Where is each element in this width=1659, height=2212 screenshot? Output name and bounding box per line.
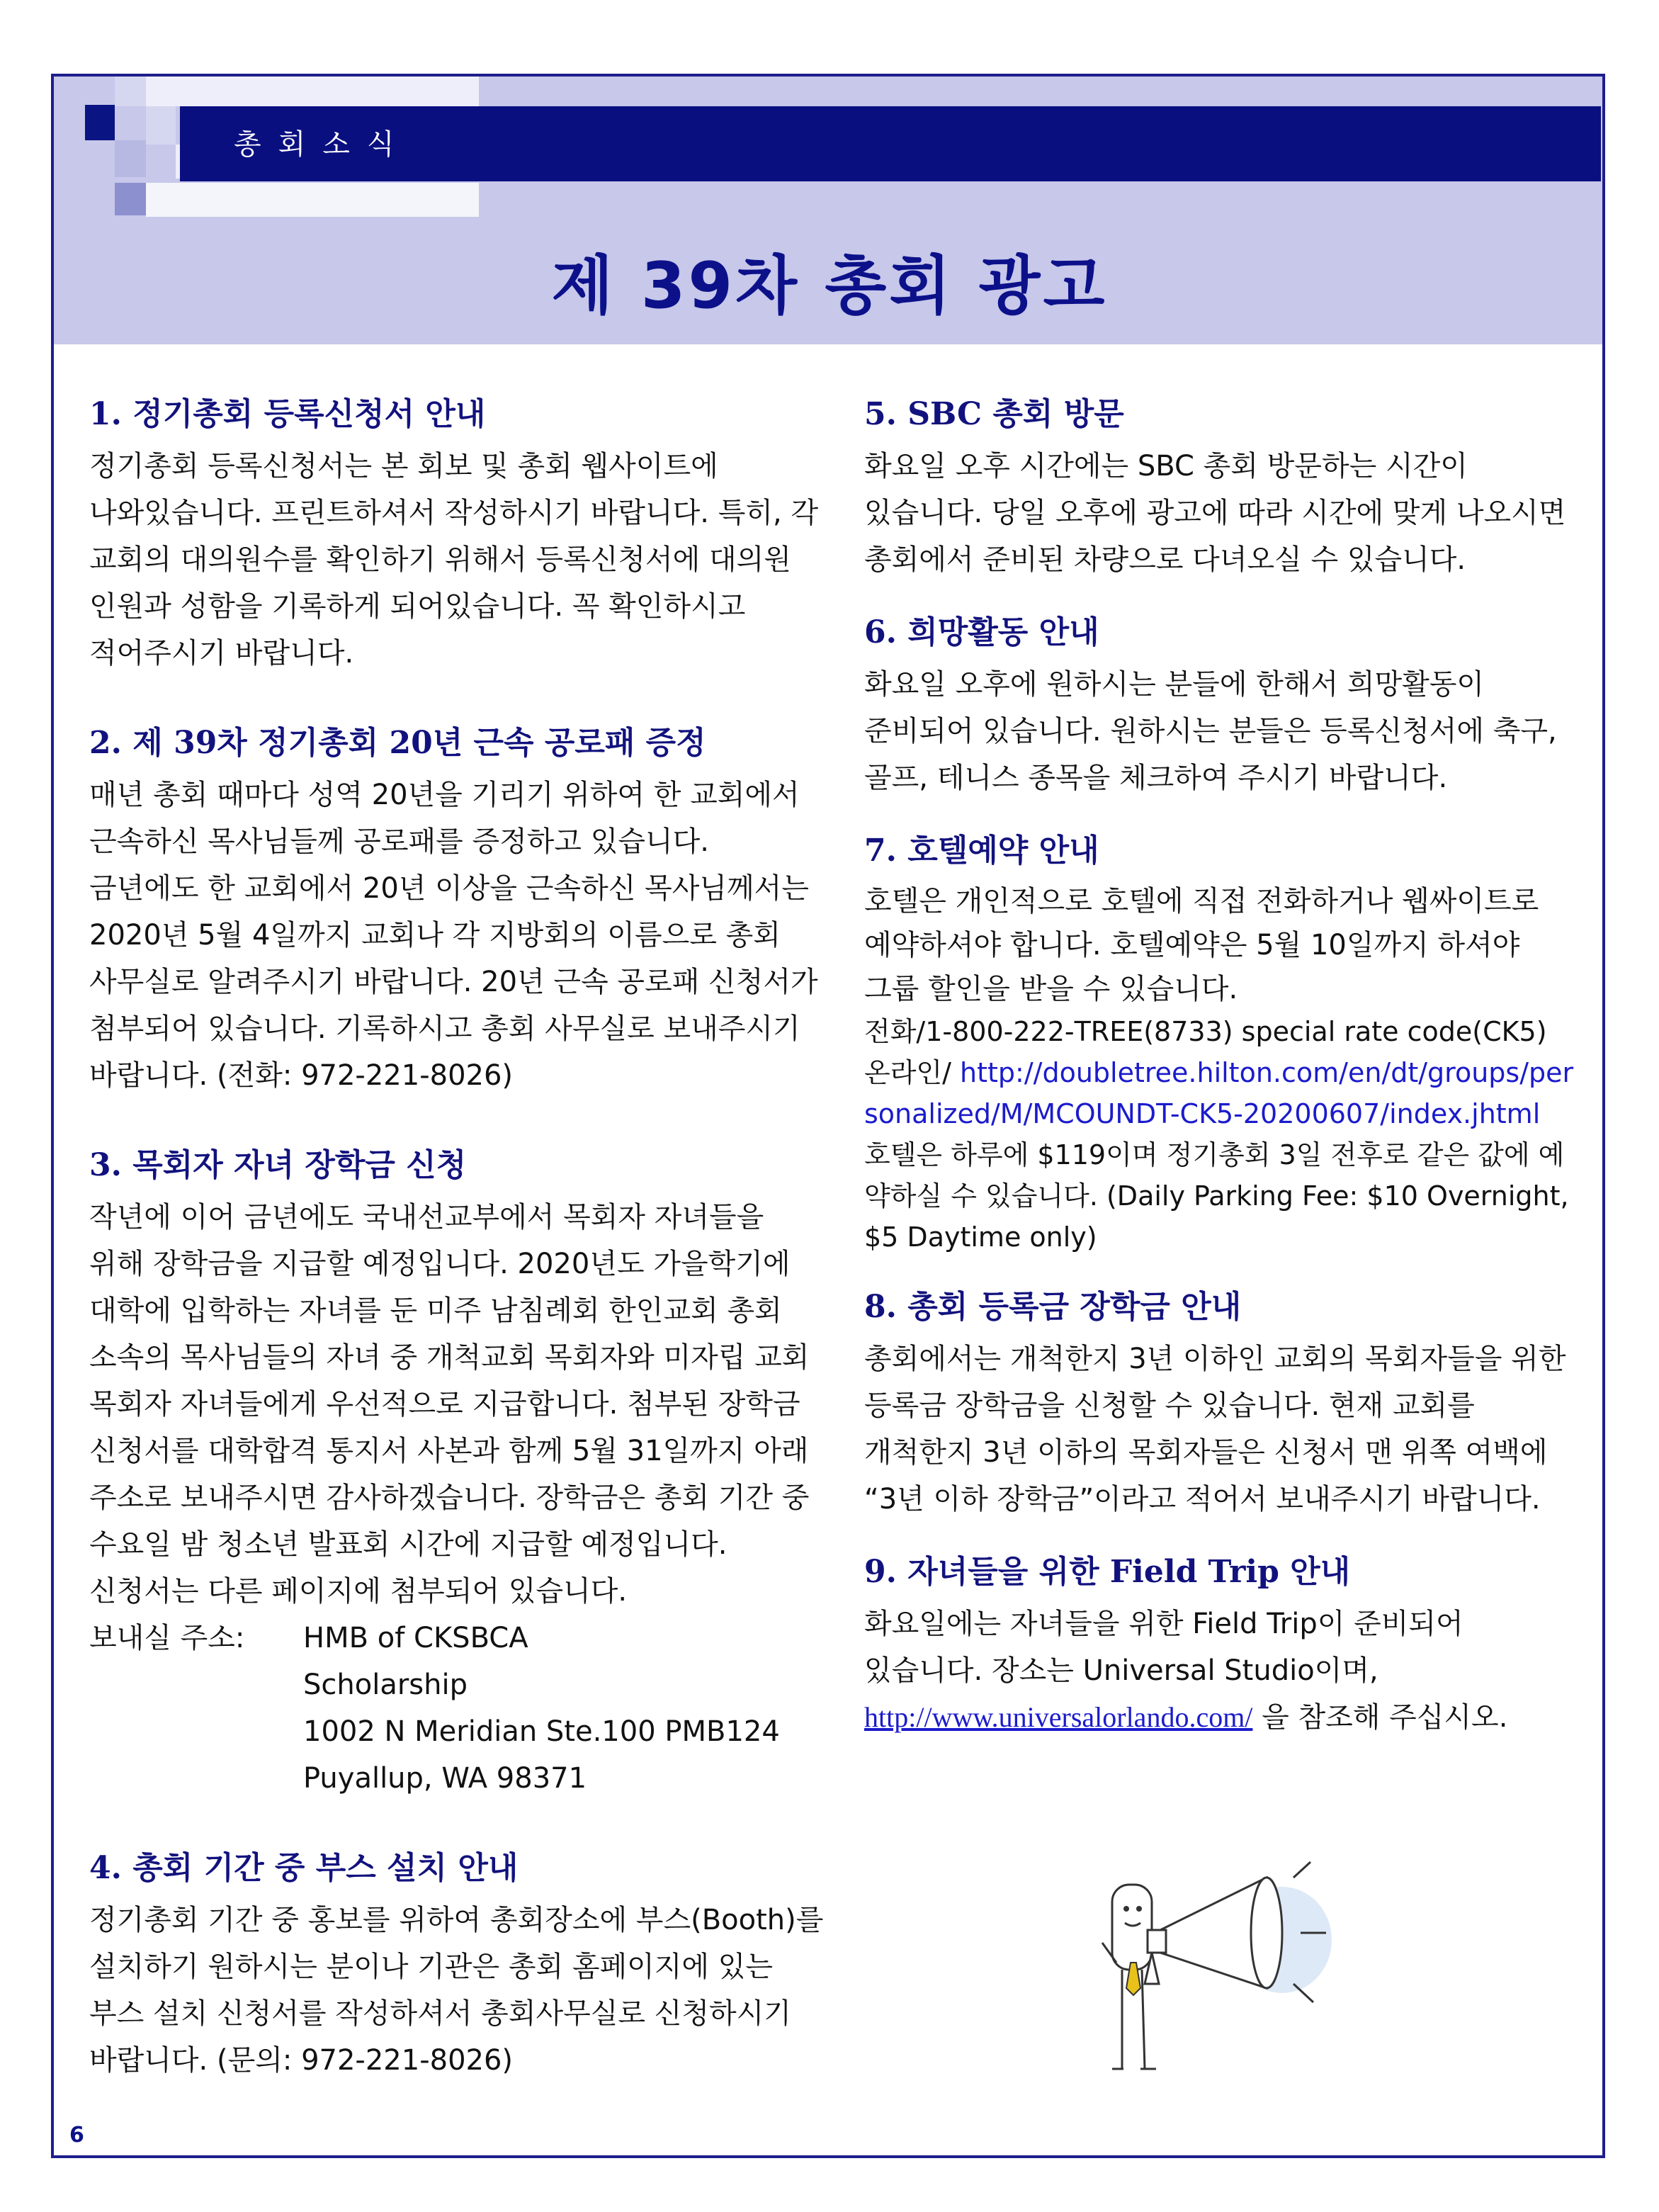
notice-body: 호텔은 개인적으로 호텔에 직접 전화하거나 웹싸이트로 예약하셔야 합니다. 호텔예약은 5월 10일까지 하셔야 그룹 할인을 받을 수 있습니다. <box>864 885 1539 1005</box>
left-column <box>89 393 826 2129</box>
notice-body: 정기총회 등록신청서는 본 회보 및 총회 웹사이트에 나와있습니다. 프린트하셔서 작성하시기 바랍니다. 특히, 각 교회의 대의원수를 확인하기 위해서 등록신청서에 대의원 인원과 성함을 기록하게 되어있습니다. 꼭 확인하시고 적어주시기 바랍니다. <box>89 450 819 670</box>
notice-item-6 <box>864 611 1580 801</box>
hotel-price-note: 호텔은 하루에 $119이며 정기총회 3일 전후로 같은 값에 예약하실 수 있습니다. (Daily Parking Fee: $10 Overnight, $5 Daytime only) <box>864 1139 1569 1253</box>
mailing-address <box>89 1615 826 1802</box>
section-label: 총회소식 <box>234 128 412 161</box>
notice-item-3 <box>89 1144 826 1802</box>
notice-item-2 <box>89 722 826 1099</box>
notice-title: 2. 제 39차 정기총회 20년 근속 공로패 증정 <box>89 725 706 761</box>
notice-title: 9. 자녀들을 위한 Field Trip 안내 <box>864 1554 1351 1590</box>
field-trip-text-after: 을 참조해 주십시오. <box>1262 1701 1508 1734</box>
notice-body: 화요일 오후에 원하시는 분들에 한해서 희망활동이 준비되어 있습니다. 원하시는 분들은 등록신청서에 축구, 골프, 테니스 종목을 체크하여 주시기 바랍니다. <box>864 668 1557 794</box>
notice-body: 작년에 이어 금년에도 국내선교부에서 목회자 자녀들을 위해 장학금을 지급할 예정입니다. 2020년도 가을학기에 대학에 입학하는 자녀를 둔 미주 남침례회 한인교회 총회 소속의 목사님들의 자녀 중 개척교회 목회자와 미자립 교회 목회자 자녀들에게 우선적으로 지급합니다. 첨부된 장학금 신청서를 대학합격 통지서 사본과 함께 5월 31일까지 아래 주소로 보내주시면 감사하겠습니다. 장학금은 총회 기간 중 수요일 밤 청소년 발표회 시간에 지급할 예정입니다. 신청서는 다른 페이지에 첨부되어 있습니다. <box>89 1201 810 1608</box>
address-lines <box>303 1615 780 1802</box>
notice-item-7 <box>864 830 1580 1258</box>
notice-body <box>864 1601 1580 1741</box>
hotel-online <box>864 1052 1580 1134</box>
address-line: 1002 N Meridian Ste.100 PMB124 <box>303 1715 780 1748</box>
megaphone-illustration <box>1077 1856 1374 2090</box>
notice-title: 3. 목회자 자녀 장학금 신청 <box>89 1147 467 1183</box>
notice-item-4 <box>89 1847 826 2084</box>
hotel-booking-link[interactable]: http://doubletree.hilton.com/en/dt/groups/personalized/M/MCOUNDT-CK5-20200607/index.jhtml <box>864 1057 1574 1129</box>
notice-body: 매년 총회 때마다 성역 20년을 기리기 위하여 한 교회에서 근속하신 목사님들께 공로패를 증정하고 있습니다. 금년에도 한 교회에서 20년 이상을 근속하신 목사님께서는 2020년 5월 4일까지 교회나 각 지방회의 이름으로 총회 사무실로 알려주시기 바랍니다. 20년 근속 공로패 신청서가 첨부되어 있습니다. 기록하시고 총회 사무실로 보내주시기 바랍니다. (전화: 972-221-8026) <box>89 779 818 1092</box>
notice-item-5 <box>864 393 1580 583</box>
right-column <box>864 393 1580 1786</box>
notice-title: 6. 희망활동 안내 <box>864 614 1099 650</box>
notice-item-8 <box>864 1286 1580 1523</box>
notice-title: 7. 호텔예약 안내 <box>864 833 1099 869</box>
notice-body: 총회에서는 개척한지 3년 이하인 교회의 목회자들을 위한 등록금 장학금을 신청할 수 있습니다. 현재 교회를 개척한지 3년 이하의 목회자들은 신청서 맨 위쪽 여백에 “3년 이하 장학금”이라고 적어서 보내주시기 바랍니다. <box>864 1343 1566 1516</box>
notice-item-9 <box>864 1551 1580 1741</box>
notice-body: 화요일 오후 시간에는 SBC 총회 방문하는 시간이 있습니다. 당일 오후에 광고에 따라 시간에 맞게 나오시면 총회에서 준비된 차량으로 다녀오실 수 있습니다. <box>864 450 1566 576</box>
address-line: Puyallup, WA 98371 <box>303 1762 587 1795</box>
page-title: 제 39차 총회 광고 <box>551 249 1108 323</box>
online-label: 온라인/ <box>864 1057 951 1088</box>
notice-item-1 <box>89 393 826 677</box>
address-line: Scholarship <box>303 1669 468 1701</box>
address-label: 보내실 주소: <box>89 1622 245 1654</box>
notice-title: 4. 총회 기간 중 부스 설치 안내 <box>89 1850 519 1886</box>
field-trip-text: 화요일에는 자녀들을 위한 Field Trip이 준비되어 있습니다. 장소는 Universal Studio이며, <box>864 1608 1463 1687</box>
notice-title: 8. 총회 등록금 장학금 안내 <box>864 1289 1242 1325</box>
notice-title: 1. 정기총회 등록신청서 안내 <box>89 396 486 432</box>
address-line: HMB of CKSBCA <box>303 1622 528 1654</box>
notice-title: 5. SBC 총회 방문 <box>864 396 1124 432</box>
page-number: 6 <box>69 2123 84 2148</box>
notice-body: 정기총회 기간 중 홍보를 위하여 총회장소에 부스(Booth)를 설치하기 원하시는 분이나 기관은 총회 홈페이지에 있는 부스 설치 신청서를 작성하셔서 총회사무실로 신청하시기 바랍니다. (문의: 972-221-8026) <box>89 1904 824 2077</box>
hotel-phone: 전화/1-800-222-TREE(8733) special rate code(CK5) <box>864 1016 1547 1047</box>
universal-link[interactable]: http://www.universalorlando.com/ <box>864 1701 1253 1733</box>
